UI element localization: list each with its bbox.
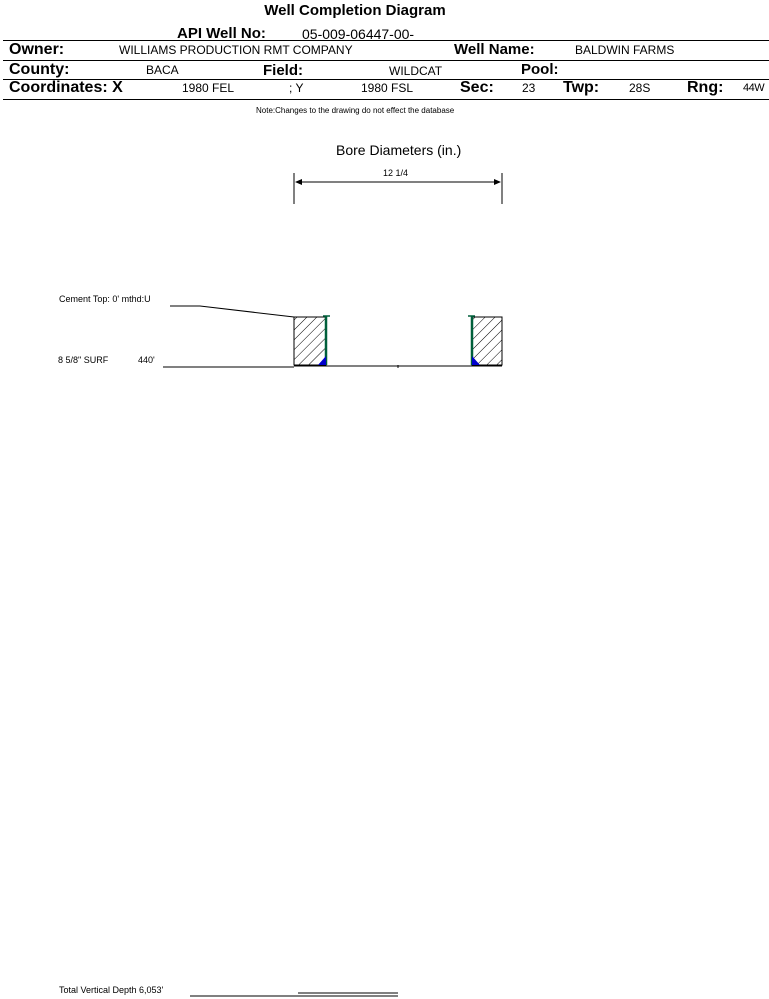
sec-label: Sec: <box>460 79 494 96</box>
field-label: Field: <box>263 62 303 79</box>
twp-value: 28S <box>629 81 651 95</box>
twp-label: Twp: <box>563 79 600 96</box>
county-label: County: <box>9 61 70 78</box>
left-cement-annulus <box>294 316 330 365</box>
casing-depth: 440' <box>138 355 155 365</box>
x-coordinate-value: 1980 FEL <box>182 81 235 95</box>
right-cement-annulus <box>468 316 502 365</box>
well-name-label: Well Name: <box>454 41 535 58</box>
rng-label: Rng: <box>687 79 724 96</box>
arrow-right-icon <box>494 179 501 185</box>
total-vertical-depth: Total Vertical Depth 6,053' <box>59 985 164 995</box>
bore-diameter-value: 12 1/4 <box>383 168 409 178</box>
sec-value: 23 <box>522 81 536 95</box>
rng-value: 44W <box>743 82 765 94</box>
api-value: 05-009-06447-00- <box>302 26 415 42</box>
bore-diameters-title: Bore Diameters (in.) <box>336 142 462 158</box>
api-label: API Well No: <box>177 25 266 42</box>
cement-top-leader <box>170 306 294 317</box>
database-note: Note:Changes to the drawing do not effect the database <box>256 106 455 115</box>
pool-label: Pool: <box>521 61 559 78</box>
field-value: WILDCAT <box>389 64 443 78</box>
county-value: BACA <box>146 63 179 77</box>
owner-value: WILLIAMS PRODUCTION RMT COMPANY <box>119 43 353 57</box>
y-coordinate-label: ; Y <box>289 81 304 95</box>
cement-top-label: Cement Top: 0' mthd:U <box>59 294 151 304</box>
casing-label: 8 5/8" SURF <box>58 355 109 365</box>
well-name-value: BALDWIN FARMS <box>575 43 675 57</box>
coordinates-label: Coordinates: X <box>9 79 123 96</box>
y-coordinate-value: 1980 FSL <box>361 81 414 95</box>
arrow-left-icon <box>295 179 302 185</box>
page-title: Well Completion Diagram <box>264 2 446 19</box>
owner-label: Owner: <box>9 41 65 58</box>
